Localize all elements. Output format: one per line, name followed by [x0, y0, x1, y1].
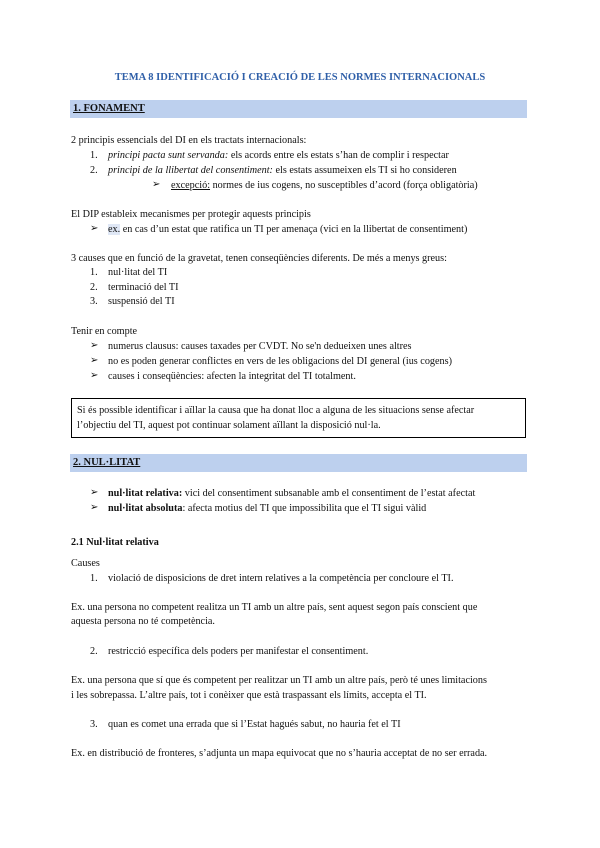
section-heading-fonament: 1. FONAMENT	[70, 100, 527, 118]
principle-number: 1.	[90, 150, 98, 161]
document-title: TEMA 8 IDENTIFICACIÓ I CREACIÓ DE LES NORMES INTERNACIONALS	[114, 72, 486, 83]
note-line: l’objectiu del TI, aquest pot continuar solament aïllant la disposició nul·la.	[77, 420, 381, 431]
consider-intro: Tenir en compte	[71, 326, 138, 337]
cause-item: terminació del TI	[108, 282, 179, 293]
cause-number: 2.	[90, 282, 98, 293]
principle-item: principi de la llibertat del consentiment: els estats assumeixen els TI si ho consideren	[108, 165, 457, 176]
causes-intro: 3 causes que en funció de la gravetat, tenen conseqüències diferents. De més a menys greus:	[71, 253, 447, 264]
arrow-bullet-icon: ➢	[90, 487, 99, 498]
cause-item: suspensió del TI	[108, 296, 175, 307]
cause-number: 1.	[90, 573, 98, 584]
dip-intro: El DIP estableix mecanismes per protegir aquests principis	[71, 209, 311, 220]
note-box	[71, 398, 526, 438]
principle-item: principi pacta sunt servanda: els acords entre els estats s’han de complir i respectar	[108, 150, 449, 161]
example-line: Ex. una persona que sí que és competent per realitzar un TI amb un altre país, però té unes limitacions	[71, 675, 487, 686]
nullity-type: nul·litat absoluta: afecta motius del TI que impossibilita que el TI sigui vàlid	[108, 503, 427, 514]
example-line: aquesta persona no té competència.	[71, 616, 215, 627]
cause-number: 2.	[90, 646, 98, 657]
cause-number: 3.	[90, 719, 98, 730]
exception-item: excepció: normes de ius cogens, no susceptibles d’acord (força obligatòria)	[171, 180, 478, 191]
sub-heading: 2.1 Nul·litat relativa	[71, 537, 159, 548]
cause-number: 3.	[90, 296, 98, 307]
example-line: Ex. una persona no competent realitza un TI amb un altre país, sent aquest segon país conscient que	[71, 602, 478, 613]
cause-item: nul·litat del TI	[108, 267, 168, 278]
causes-label: Causes	[71, 558, 100, 569]
consider-item: numerus clausus: causes taxades per CVDT. No se'n dedueixen unes altres	[108, 341, 412, 352]
cause-item: violació de disposicions de dret intern relatives a la competència per concloure el TI.	[108, 573, 454, 584]
example-line: i les sobrepassa. L’altre país, tot i conèixer que està traspassant els límits, accepta el TI.	[71, 690, 427, 701]
arrow-bullet-icon: ➢	[152, 179, 161, 190]
arrow-bullet-icon: ➢	[90, 223, 99, 234]
arrow-bullet-icon: ➢	[90, 340, 99, 351]
principles-intro: 2 principis essencials del DI en els tractats internacionals:	[71, 135, 307, 146]
cause-item: restricció específica dels poders per manifestar el consentiment.	[108, 646, 369, 657]
consider-item: no es poden generar conflictes en vers de les obligacions del DI general (ius cogens)	[108, 356, 452, 367]
nullity-type: nul·litat relativa: vici del consentiment subsanable amb el consentiment de l’estat afectat	[108, 488, 476, 499]
arrow-bullet-icon: ➢	[90, 355, 99, 366]
principle-number: 2.	[90, 165, 98, 176]
arrow-bullet-icon: ➢	[90, 370, 99, 381]
arrow-bullet-icon: ➢	[90, 502, 99, 513]
example-line: Ex. en distribució de fronteres, s’adjunta un mapa equivocat que no s’hauria acceptat de no ser errada.	[71, 748, 488, 759]
section-heading-nullitat: 2. NUL·LITAT	[70, 454, 527, 472]
cause-number: 1.	[90, 267, 98, 278]
consider-item: causes i conseqüències: afecten la integritat del TI totalment.	[108, 371, 356, 382]
cause-item: quan es comet una errada que si l’Estat hagués sabut, no hauria fet el TI	[108, 719, 401, 730]
dip-example: ex. en cas d’un estat que ratifica un TI per amenaça (vici en la llibertat de consentiment)	[108, 224, 468, 235]
note-line: Si és possible identificar i aïllar la causa que ha donat lloc a alguna de les situacions sense afectar	[77, 405, 475, 416]
